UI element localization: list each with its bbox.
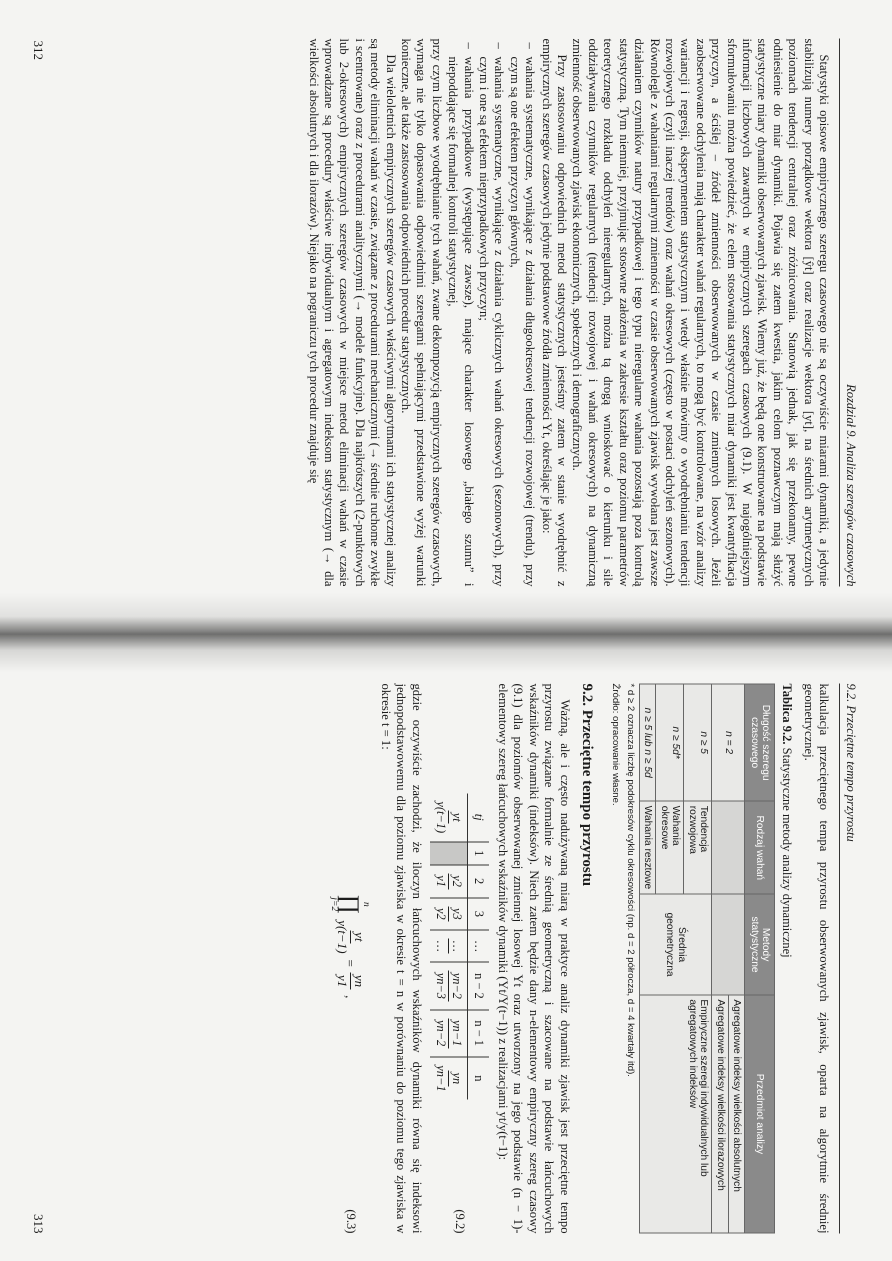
table-source: Źródło: opracowanie własne. bbox=[609, 683, 621, 806]
paragraph-4: Dla wieloletnich empirycznych szeregów czasowych właściwymi algorytmami ich statystycznej analizy są metody eliminacji wahań w czasie, związane z procedurami mechanicznymi (→ średnie ruchome zwykłe i scentrowane) oraz z procedurami analitycznymi (→ modele funkcyjne). Dla najkrótszych (2-punktowych lub 2-okresowych) empirycznych szeregów czasowych w miejsce metod eliminacji wahań w czasie wprowadzane są procedury właściwe indywidualnym i agregatowym indeksom statystycznym (→ dla wielkości absolutnych i dla ilorazów). Niejako na pograniczu tych procedur znajduje się bbox=[306, 38, 398, 586]
table-cell: n ≥ 5 lub n ≥ 5d bbox=[639, 684, 656, 801]
equation-9-3 bbox=[329, 683, 371, 1233]
table-cell: y3 y2 bbox=[430, 897, 468, 930]
table-cell: 1 bbox=[467, 841, 489, 864]
table-cell: Agregatowe indeksy wielkości ilorazowych bbox=[712, 994, 729, 1232]
table-cell: Średnia geometryczna bbox=[639, 894, 712, 995]
table-footnote: * d ≥ 2 oznacza liczbę podokresów cyklu okresowości (np. d = 2 półrocza, d = 4 kwartały itd). bbox=[624, 683, 636, 1077]
product-symbol: n ∏ j=2 bbox=[329, 893, 372, 914]
paragraph-3: przy czym liczbowe wyodrębnianie tych wahań, zwane dekompozycją empirycznych szeregów czasowych, wymaga nie tylko dopasowania odpowiednimi szeregami spełniającymi przedstawione wyżej warunki konieczne, ale także zastosowania odpowiednich procedur statystycznych. bbox=[399, 38, 444, 586]
table-cell: Empiryczne szeregi indywidualnych lub agregatowych indeksów bbox=[639, 994, 712, 1232]
table-cell: n = 2 bbox=[712, 684, 745, 801]
equation-9-2 bbox=[430, 683, 489, 1233]
list-item: – wahania systematyczne, wynikające z działania cyklicznych wahań okresowych (sezonowych), przy czym i one są efektem nieprzypadkowych przyczyn; bbox=[476, 56, 507, 586]
table-header-cell: Przedmiot analizy bbox=[745, 994, 775, 1232]
table-cell bbox=[712, 801, 745, 894]
table-header-row bbox=[745, 684, 775, 1233]
sources-list bbox=[445, 38, 537, 586]
table-cell: Agregatowe indeksy wielkości absolutnych bbox=[728, 994, 745, 1232]
table-cell: n − 2 bbox=[467, 962, 489, 1009]
page-312 bbox=[0, 0, 892, 630]
section-paragraph: Ważną, ale i często nadużywaną miarą w praktyce analiz dynamiki zjawisk jest przeciętne tempo przyrostu związane formalnie ze średnią geometryczną i szacowane na podstawie łańcuchowych wskaźników dynamiki (indeksów). Niech zatem będzie dany n-elementowy empiryczny szereg czasowy (9.1) dla poziomów obserwowanej zmiennej losowej Yt oraz utworzony na jego podstawie (n − 1)-elementowy szereg łańcuchowych wskaźników dynamiki (Yt/Y(t−1)) z realizacjami yt/y(t−1): bbox=[496, 683, 572, 1233]
table-title: Statystyczne metody analizy dynamicznej bbox=[780, 747, 795, 958]
product-formula: n ∏ j=2 yt y(t−1) = yn y1 , bbox=[329, 893, 372, 998]
table-cell: Wahania okresowe bbox=[656, 801, 684, 894]
table-cell: … bbox=[467, 930, 489, 962]
paragraph-after-equation: gdzie oczywiście zachodzi, że iloczyn łańcuchowych wskaźników dynamiki równa się indeksowi jednopodstawowemu dla poziomu zjawiska w okresie t = n w porównaniu do poziomu tego zjawiska w okresie t = 1: bbox=[378, 683, 424, 1233]
paragraph-2: Przy zastosowaniu odpowiednich metod statystycznych jesteśmy zatem w stanie wyodrębnić z empirycznych szeregów czasowych jedynie podstawowe źródła zmienności Yt, określając je jako: bbox=[539, 38, 570, 586]
table-caption bbox=[779, 683, 794, 1233]
methods-table bbox=[639, 683, 776, 1233]
table-cell: … … bbox=[430, 930, 468, 962]
table-cell: yt y(t−1) bbox=[433, 800, 464, 833]
chain-index-table bbox=[430, 793, 489, 1099]
table-header-cell: Metody statystyczne bbox=[745, 894, 775, 995]
intro-paragraph: kalkulacja przeciętnego tempa przyrostu obserwowanych zjawisk, oparta na algorytmie średniej geometrycznej. bbox=[801, 683, 831, 1233]
table-cell: yn yn−1 bbox=[430, 1056, 468, 1099]
page-number-right: 313 bbox=[31, 1213, 46, 1233]
table-cell: yn−2 yn−3 bbox=[430, 962, 468, 1009]
table-cell: Wahania resztowe bbox=[639, 801, 656, 894]
table-row bbox=[467, 793, 489, 1099]
list-item: – wahania przypadkowe (występujące zawsze), mające charakter losowego „białego szumu” i niepoddające się formalnej kontroli statystycznej, bbox=[445, 56, 476, 586]
list-item: – wahania systematyczne, wynikające z działania długookresowej tendencji rozwojowej (trendu), przy czym są one efektem przyczyn głównych, bbox=[506, 56, 537, 586]
table-cell: n ≥ 5d* bbox=[656, 684, 684, 801]
table-cell bbox=[430, 841, 468, 864]
table-header-cell: Długość szeregu czasowego bbox=[745, 684, 775, 801]
paragraph-1: Statystyki opisowe empirycznego szeregu czasowego nie są oczywiście miarami dynamiki, a jedynie stabilizują numery porządkowe wektora [ŷt] oraz realizacje wektora [yt], na średnich arytmetycznych poziomach tendencji centralnej oraz zróżnicowania. Stanowią jednak, jak się przekonamy, pewne odniesienie do miar dynamiki. Pojawia się zatem kwestia, jakim celom poznawczym mają służyć statystyczne miary dynamiki obserwowanych zjawisk. Wiemy już, że będą one konstruowane na podstawie informacji liczbowych zawartych w empirycznych szeregach czasowych (9.1). W najogólniejszym sformułowaniu można powiedzieć, że celem stosowania statystycznych miar dynamiki jest kwantyfikacja przyczyn, a ściślej – źródeł zmienności obserwowanych w czasie zmiennych losowych. Jeżeli zaobserwowane odchylenia mają charakter wahań regularnych, to mogą być kontrolowane, na wzór analizy wariancji i regresji, eksperymentem statystycznym i wtedy właśnie mówimy o wyodrębnianiu tendencji rozwojowych (czyli inaczej trendów) oraz wahań okresowych (często w postaci odchyleń sezonowych). Równolegle z wahaniami regularnymi zmienności w czasie obserwowanych zjawisk wywołana jest zawsze działaniem czynników natury przypadkowej i tego typu nieregularne wahania pozostają poza kontrolą statystyczną. Tym niemniej, przyjmując stosowne założenia w zakresie kształtu oraz poziomu parametrów teoretycznego rozkładu odchyleń nieregularnych, można tą drogą wnioskować o kierunku i sile oddziaływania czynników regularnych (tendencji rozwojowej i wahań okresowych) na dynamiczną zmienność obserwowanych zjawisk ekonomicznych, społecznych i demograficznych. bbox=[570, 38, 831, 586]
table-cell: n bbox=[467, 1056, 489, 1099]
equation-number: (9.2) bbox=[452, 1208, 467, 1233]
table-cell: Tendencja rozwojowa bbox=[684, 801, 712, 894]
table-row bbox=[430, 793, 468, 1099]
table-cell: y2 y1 bbox=[430, 864, 468, 897]
table-cell: n ≥ 5 bbox=[684, 684, 712, 801]
table-cell: n − 1 bbox=[467, 1009, 489, 1056]
table-cell: yn−1 yn−2 bbox=[430, 1009, 468, 1056]
page-313 bbox=[0, 631, 892, 1261]
table-header-cell: Rodzaj wahań bbox=[745, 801, 775, 894]
table-row bbox=[684, 684, 712, 1233]
table-label: Tablica 9.2. bbox=[780, 683, 795, 745]
table-cell: 3 bbox=[467, 897, 489, 930]
section-heading: 9.2. Przeciętne tempo przyrostu bbox=[578, 683, 595, 886]
running-head-right: 9.2. Przeciętne tempo przyrostu bbox=[839, 683, 858, 1233]
running-head-left: Rozdział 9. Analiza szeregów czasowych bbox=[839, 38, 858, 586]
table-cell: 2 bbox=[467, 864, 489, 897]
equation-number: (9.3) bbox=[343, 1208, 358, 1233]
table-cell: tj bbox=[467, 793, 489, 841]
table-row bbox=[728, 684, 745, 1233]
table-cell bbox=[712, 894, 745, 995]
page-number-left: 312 bbox=[31, 40, 46, 60]
